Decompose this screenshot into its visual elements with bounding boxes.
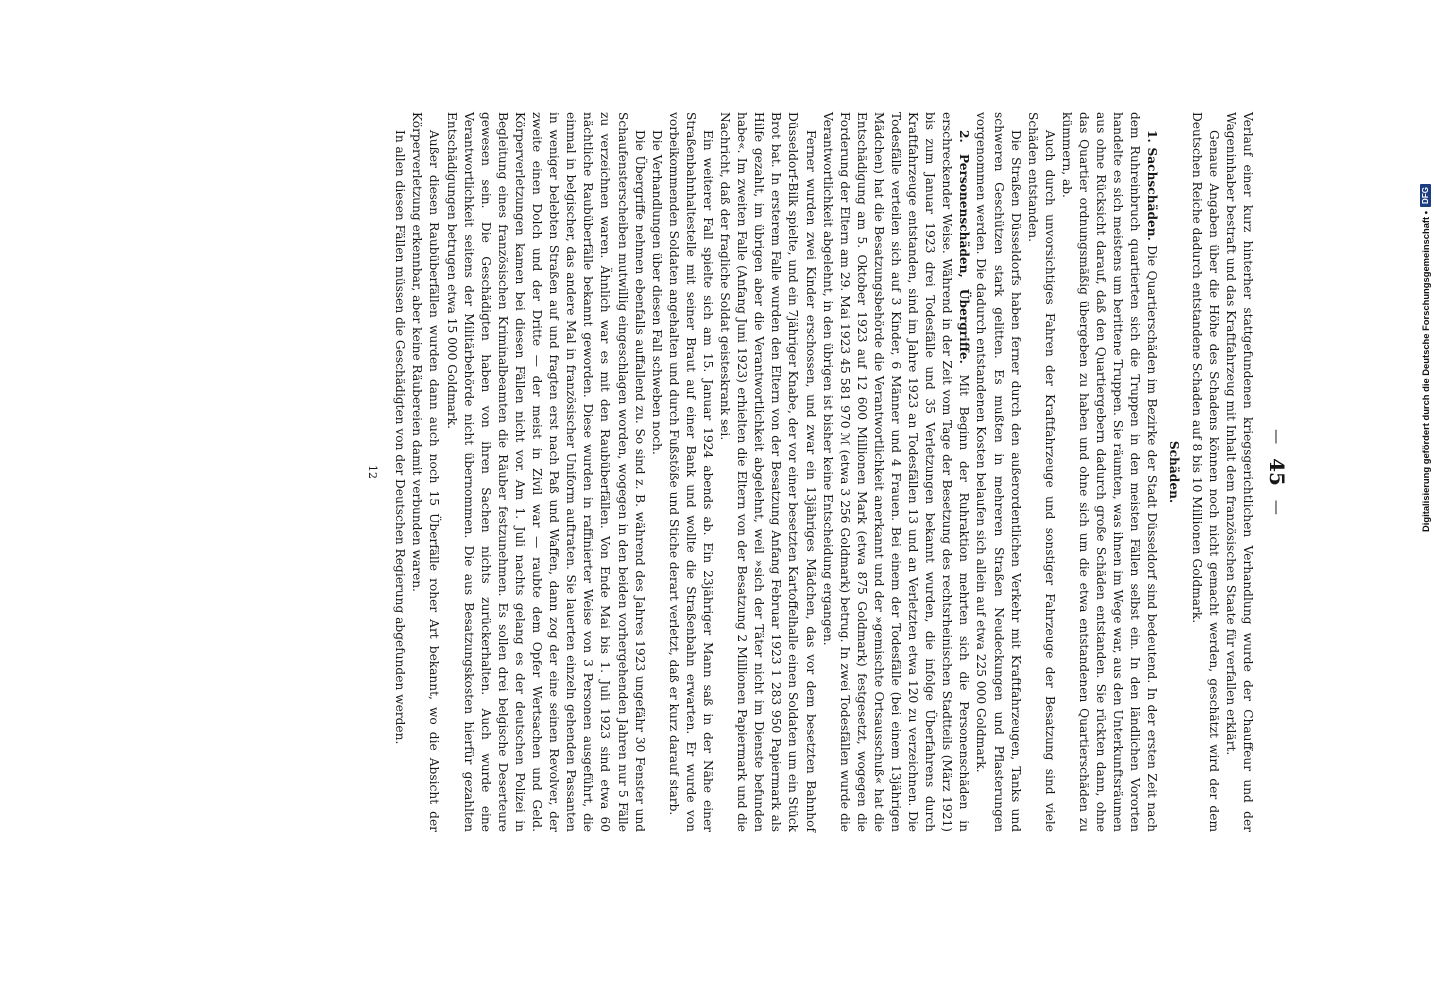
paragraph-weiterer-fall: Ein weiterer Fall spielte sich am 15. Januar 1924 abends ab. Ein 23jähriger Mann saß in der Nähe einer Straßenbahnhaltestelle mit seiner Braut auf einer Bank und wollte die Straßenbahn erwarten. Er wurde von vorbeikommenden Soldaten angehalten und durch Fußstöße und Stiche derart verletzt, daß er kurz darauf starb.: [666, 112, 715, 832]
header-dash-left: —: [1268, 429, 1286, 445]
paragraph-verlauf: Verlauf einer kurz hinterher stattgefundenen kriegsgerichtlichen Verhandlung wurde der Chauffeur und der Wageninhaber bestraft und das Kraftfahrzeug mit Inhalt dem französischen Staate für verfallen erklärt.: [1223, 112, 1255, 832]
dfg-logo: DFG: [1420, 184, 1431, 207]
paragraph-raubueberfaelle: Außer diesen Raubüberfällen wurden dann auch noch 15 Überfälle roher Art bekannt, wo die Absicht der Körperverletzung erkennbar, aber keine Räubereien damit verbunden waren.: [410, 112, 442, 832]
digitization-credit: [1415, 187, 1434, 532]
page-header: [1265, 112, 1289, 832]
paragraph-uebergriffe: Die Übergriffe nehmen ebenfalls auffallend zu. So sind z. B. während des Jahres 1923 ungefähr 30 Fenster und Schaufensterscheiben mutwillig eingeschlagen worden, wogegen in den beiden vorhergehenden Jahren nur 5 Fälle zu verzeichnen waren. Ähnlich war es mit den Raubüberfällen. Von Ende Mai bis 1. Juli 1923 sind etwa 60 nächtliche Raubüberfälle bekannt geworden. Diese wurden in raffinierter Weise von 3 Personen ausgeführt, die einmal in belgischer, das andere Mal in französischer Uniform auftraten. Sie lauerten einzeln gehenden Passanten in weniger belebten Straßen auf und fragten erst nach Paß und Waffen, dann zog der eine seinen Revolver, der zweite einen Dolch und der Dritte — der meist in Zivil war — raubte dem Opfer Wertsachen und Geld. Körperverletzungen kamen bei diesen Fällen nicht vor. Am 1. Juli nachts gelang es der deutschen Polizei in Begleitung eines französischen Kriminalbeamten die Räuber festzunehmen. Es sollen drei belgische Deserteure gewesen sein. Die Geschädigten haben von ihren Sachen nichts zurückerhalten. Auch wurde eine Verantwortlichkeit seitens der Militärbehörde nicht übernommen. Die aus Besatzungskosten hierfür gezahlten Entschädigungen betrugen etwa 15 000 Goldmark.: [444, 112, 647, 832]
paragraph-geschaedigte: In allen diesen Fällen müssen die Geschädigten von der Deutschen Regierung abgefunden werden.: [393, 130, 408, 745]
credit-text: Digitalisierung gefördert durch die Deutsche Forschungsgemeinschaft •: [1419, 210, 1431, 532]
paragraph-kinder: Ferner wurden zwei Kinder erschossen, und zwar ein 13jähriges Mädchen, das vor dem besetzten Bahnhof Düsseldorf-Bilk spielte, und ein 7jähriger Knabe, der vor einer besetzten Kartoffelhalle einen Soldaten um ein Stück Brot bat. In ersterem Falle wurden den Eltern von der Besatzung Anfang Februar 1923 1 283 950 Papiermark als Hilfe gezahlt, im übrigen aber die Verantwortlichkeit abgelehnt, weil »sich der Täter nicht im Dienste befunden habe«. Im zweiten Falle (Anfang Juni 1923) erhielten die Eltern von der Besatzung 2 Millionen Papiermark und die Nachricht, daß der fragliche Soldat geisteskrank sei.: [718, 112, 818, 832]
page-number: 45: [1265, 458, 1289, 486]
paragraph-fahrzeuge: Auch durch unvorsichtiges Fahren der Kraftfahrzeuge und sonstiger Fahrzeuge der Besatzung sind viele Schäden entstanden.: [1025, 112, 1057, 832]
footer-number: 12: [366, 465, 380, 479]
paragraph-strassen: Die Straßen Düsseldorfs haben ferner durch den außerordentlichen Verkehr mit Kraftfahrzeugen, Tanks und schweren Geschützen stark gelitten. Es mußten in mehreren Straßen Neudeckungen und Pflasterungen vorgenommen werden. Die dadurch entstandenen Kosten belaufen sich allein auf etwa 225 000 Goldmark.: [974, 112, 1023, 832]
paragraph-angaben: Genaue Angaben über die Höhe des Schadens können noch nicht gemacht werden, geschätzt wird der dem Deutschen Reiche dadurch entstandene Schaden auf 8 bis 10 Millionen Goldmark.: [1189, 112, 1221, 832]
sachschaeden-text: Die Quartierschäden im Bezirke der Stadt Düsseldorf sind bedeutend. In der ersten Zeit nach dem Ruhreinbruch quartierten sich die Truppen in den meisten Fällen selbst ein. In den ländlichen Vororten handelte es sich meistens um berittene Truppen. Sie räumten, was ihnen im Wege war, aus den Unterkunftsräumen aus ohne Rücksicht darauf, daß den Quartiergebern dadurch große Schäden entstanden. Sie rückten dann, ohne das Quartier ordnungsmäßig übergeben zu haben und ohne sich um die etwa entstandenen Quartierschäden zu kümmern, ab.: [1059, 112, 1160, 833]
header-dash-right: —: [1268, 499, 1286, 515]
sachschaeden-lead: 1. Sachschäden.: [1145, 130, 1160, 241]
paragraph-personenschaeden: [819, 112, 973, 832]
section-heading: Schäden.: [1166, 440, 1181, 504]
rotated-text-block: [145, 112, 1289, 833]
personenschaeden-text: Mit Beginn der Ruhraktion mehrten sich die Personenschäden in erschreckender Weise. Während in der Zeit vom Tage der Besetzung des rechtsrheinischen Stadtteils (März 1921) bis zum Januar 1923 drei Todesfälle und 35 Verletzungen bekannt wurden, die infolge Überfahrens durch Kraftfahrzeuge entstanden, sind im Jahre 1923 an Todesfällen 13 und an Verletzten etwa 120 zu verzeichnen. Die Todesfälle verteilen sich auf 3 Kinder, 6 Männer und 4 Frauen. Bei einem der Todesfälle (bei einem 13jährigen Mädchen) hat die Besatzungsbehörde die Verantwortlichkeit anerkannt und der »gemischte Ortsausschuß« hat die Entschädigung am 5. Oktober 1923 auf 12 600 Millionen Mark (etwa 875 Goldmark) festgesetzt, wogegen die Forderung der Eltern am 29. Mai 1923 45 581 970 ℳ (etwa 3 256 Goldmark) betrug. In zwei Todesfällen wurde die Verantwortlichkeit abgelehnt, in den übrigen ist bisher keine Entscheidung ergangen.: [820, 112, 972, 832]
paragraph-sachschaeden: [1058, 112, 1161, 832]
paragraph-verhandlungen: Die Verhandlungen über diesen Fall schweben noch.: [649, 130, 664, 455]
personenschaeden-lead: 2. Personenschäden, Übergriffe.: [957, 130, 972, 364]
